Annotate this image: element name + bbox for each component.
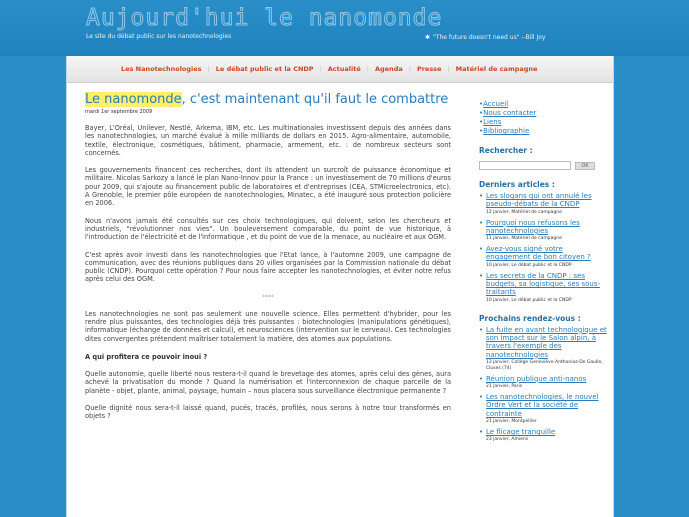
event-link[interactable]: • La fuite en avant technologique et son impact sur le Salon alpin, à travers l'exemple des nanotechnologies xyxy=(479,326,609,359)
nav-separator: | xyxy=(408,65,411,73)
nav-separator: | xyxy=(447,65,450,73)
article-meta: 12 janvier, Matériel de campagne xyxy=(486,209,562,215)
post-paragraph: Nous n'avons jamais été consultés sur ces choix technologiques, qui doivent, selon les chercheurs et industriels, "révolutionner nos vies". Un bouleversement comparable, du point de vue historique, à l'introduction de l'électricité et de l'informatique , et du point de vue de la menace, au nucléaire et aux OGM. xyxy=(85,216,451,242)
article-link[interactable]: • Les secrets de la CNDP : ses budgets, sa logistique, ses sous-traitants xyxy=(479,272,609,297)
search-heading: Rechercher : xyxy=(479,146,533,155)
event-item xyxy=(479,326,609,372)
post-content xyxy=(85,94,451,420)
article-link[interactable]: • Pourquoi nous refusons les nanotechnologies xyxy=(479,219,609,236)
articles-heading: Derniers articles : xyxy=(479,180,555,189)
title-rest: , c'est maintenant qu'il faut le combattre xyxy=(181,92,449,107)
article-item xyxy=(479,272,609,304)
quote-text: "The future doesn't need us" --Bill Joy xyxy=(433,34,546,41)
post-paragraph: Les nanotechnologies ne sont pas seulement une nouvelle science. Elles permettent d'hybrider, pour les rendre plus puissantes, des technologies déjà très puissantes : biotechnologies (manipulations génétiques), informatique (échange de données et calcul), et neurosciences (intervention sur le cerveau). Ces technologies dites convergentes prétendent maîtriser totalement la matière, des atomes aux populations. xyxy=(85,309,451,343)
article-link[interactable]: • Avez-vous signé votre engagement de bon citoyen ? xyxy=(479,245,609,262)
nav-item-presse[interactable]: Presse xyxy=(416,65,442,73)
article-link[interactable]: • Les slogans qui ont annulé les pseudo-débats de la CNDP xyxy=(479,192,609,209)
sidebar-links xyxy=(479,100,609,136)
header-quote xyxy=(425,34,546,41)
article-meta: 11 janvier, Matériel de campagne xyxy=(486,236,562,242)
sidebar-link-accueil[interactable]: • Accueil xyxy=(479,100,609,109)
search-button[interactable]: OK xyxy=(575,162,595,170)
event-link[interactable]: • Les nanotechnologies, le nouvel Ordre Vert et la société de contrainte xyxy=(479,393,609,418)
nav-item-actualite[interactable]: Actualité xyxy=(327,65,361,73)
search-form xyxy=(479,161,609,170)
event-meta: 21 janvier, Paris xyxy=(486,384,523,390)
event-meta: 23 janvier, Amiens xyxy=(486,437,529,443)
nav-separator: | xyxy=(207,65,210,73)
event-meta: 13 janvier, Collège Geneviève Anthonioz-De Gaulle, Cluses (74) xyxy=(486,359,603,371)
site-title[interactable]: Aujourd'hui le nanomonde xyxy=(86,5,443,31)
nav-separator: | xyxy=(366,65,369,73)
article-item xyxy=(479,192,609,216)
event-item xyxy=(479,428,609,443)
article-meta: 10 janvier, Le débat public et la CNDP xyxy=(486,297,572,303)
post-title[interactable] xyxy=(85,94,451,106)
site-header xyxy=(0,0,689,56)
nav-item-agenda[interactable]: Agenda xyxy=(374,65,403,73)
sidebar-link-contact[interactable]: • Nous contacter xyxy=(479,109,609,118)
article-meta: 10 janvier, Le débat public et la CNDP xyxy=(486,262,572,268)
event-item xyxy=(479,375,609,390)
site-tagline: Le site du débat public sur les nanotechnologies xyxy=(86,33,232,40)
post-paragraph: Quelle autonomie, quelle liberté nous restera-t-il quand le brevetage des atomes, après celui des gènes, aura achevé la privatisation du monde ? Quand la numérisation et l'interconnexion de chaque parcelle de la planète - objet, plante, animal, paysage, humain – nous placera sous surveillance électronique permanente ? xyxy=(85,369,451,395)
events-heading: Prochains rendez-vous : xyxy=(479,313,581,323)
event-link[interactable]: • Le flicage tranquille xyxy=(479,428,609,436)
post-paragraph: Bayer, L'Oréal, Unilever, Nestlé, Arkema, IBM, etc. Les multinationales investissent depuis des années dans les nanotechnologies, un marché évalué à mille milliards de dollars en 2015. Agro-alimentaire, automobile, textile, électronique, cosmétiques, bâtiment, pharmacie, armement, etc. : de nombreux secteurs sont concernés. xyxy=(85,124,451,157)
article-item xyxy=(479,219,609,243)
article-item xyxy=(479,245,609,269)
sidebar xyxy=(479,100,609,443)
sidebar-link-liens[interactable]: • Liens xyxy=(479,118,609,127)
search-input[interactable] xyxy=(479,161,571,170)
main-nav xyxy=(67,56,613,83)
quote-bullet-icon: ✱ xyxy=(425,34,431,41)
post-divider: **** xyxy=(262,293,274,301)
post-paragraph: Quelle dignité nous sera-t-il laissé quand, pucés, tracés, profilés, nous serons à notre tour transformés en objets ? xyxy=(85,403,451,421)
post-date: mardi 1er septembre 2009 xyxy=(85,109,153,115)
post-subheading: A qui profitera ce pouvoir inouï ? xyxy=(85,352,208,361)
nav-item-debat-public[interactable]: Le débat public et la CNDP xyxy=(215,65,314,73)
title-highlight: Le nanomonde xyxy=(85,92,182,107)
event-link[interactable]: • Réunion publique anti-nanos xyxy=(479,375,609,383)
post-paragraph: C'est après avoir investi dans les nanotechnologies que l'Etat lance, à l'automne 2009, une campagne de communication, avec des réunions publiques dans 20 villes organisées par la Commission nationale du débat public (CNDP). Pourquoi cette opération ? Pour nous faire accepter les nanotechnologies, et éviter notre refus après celui des OGM. xyxy=(85,250,451,284)
nav-separator: | xyxy=(319,65,322,73)
nav-item-nanotechnologies[interactable]: Les Nanotechnologies xyxy=(121,65,202,73)
event-item xyxy=(479,393,609,425)
event-meta: 21 janvier, Montpellier xyxy=(486,419,537,425)
post-paragraph: Les gouvernements financent ces recherches, dont ils attendent un surcroît de puissance économique et militaire. Nicolas Sarkozy a lancé le plan Nano-Innov pour la France : un investissement de 70 millions d'euros pour 2009, qui s'ajoute au financement public de laboratoires et d'entreprises (CEA, STMicroelectronics, etc). A Grenoble, le premier pôle européen de nanotechnologies, Minatec, a été inauguré sous protection policière en 2006. xyxy=(85,166,451,208)
sidebar-link-bibliographie[interactable]: • Bibliographie xyxy=(479,127,609,136)
page-container xyxy=(66,56,614,517)
nav-item-materiel[interactable]: Matériel de campagne xyxy=(455,65,538,73)
